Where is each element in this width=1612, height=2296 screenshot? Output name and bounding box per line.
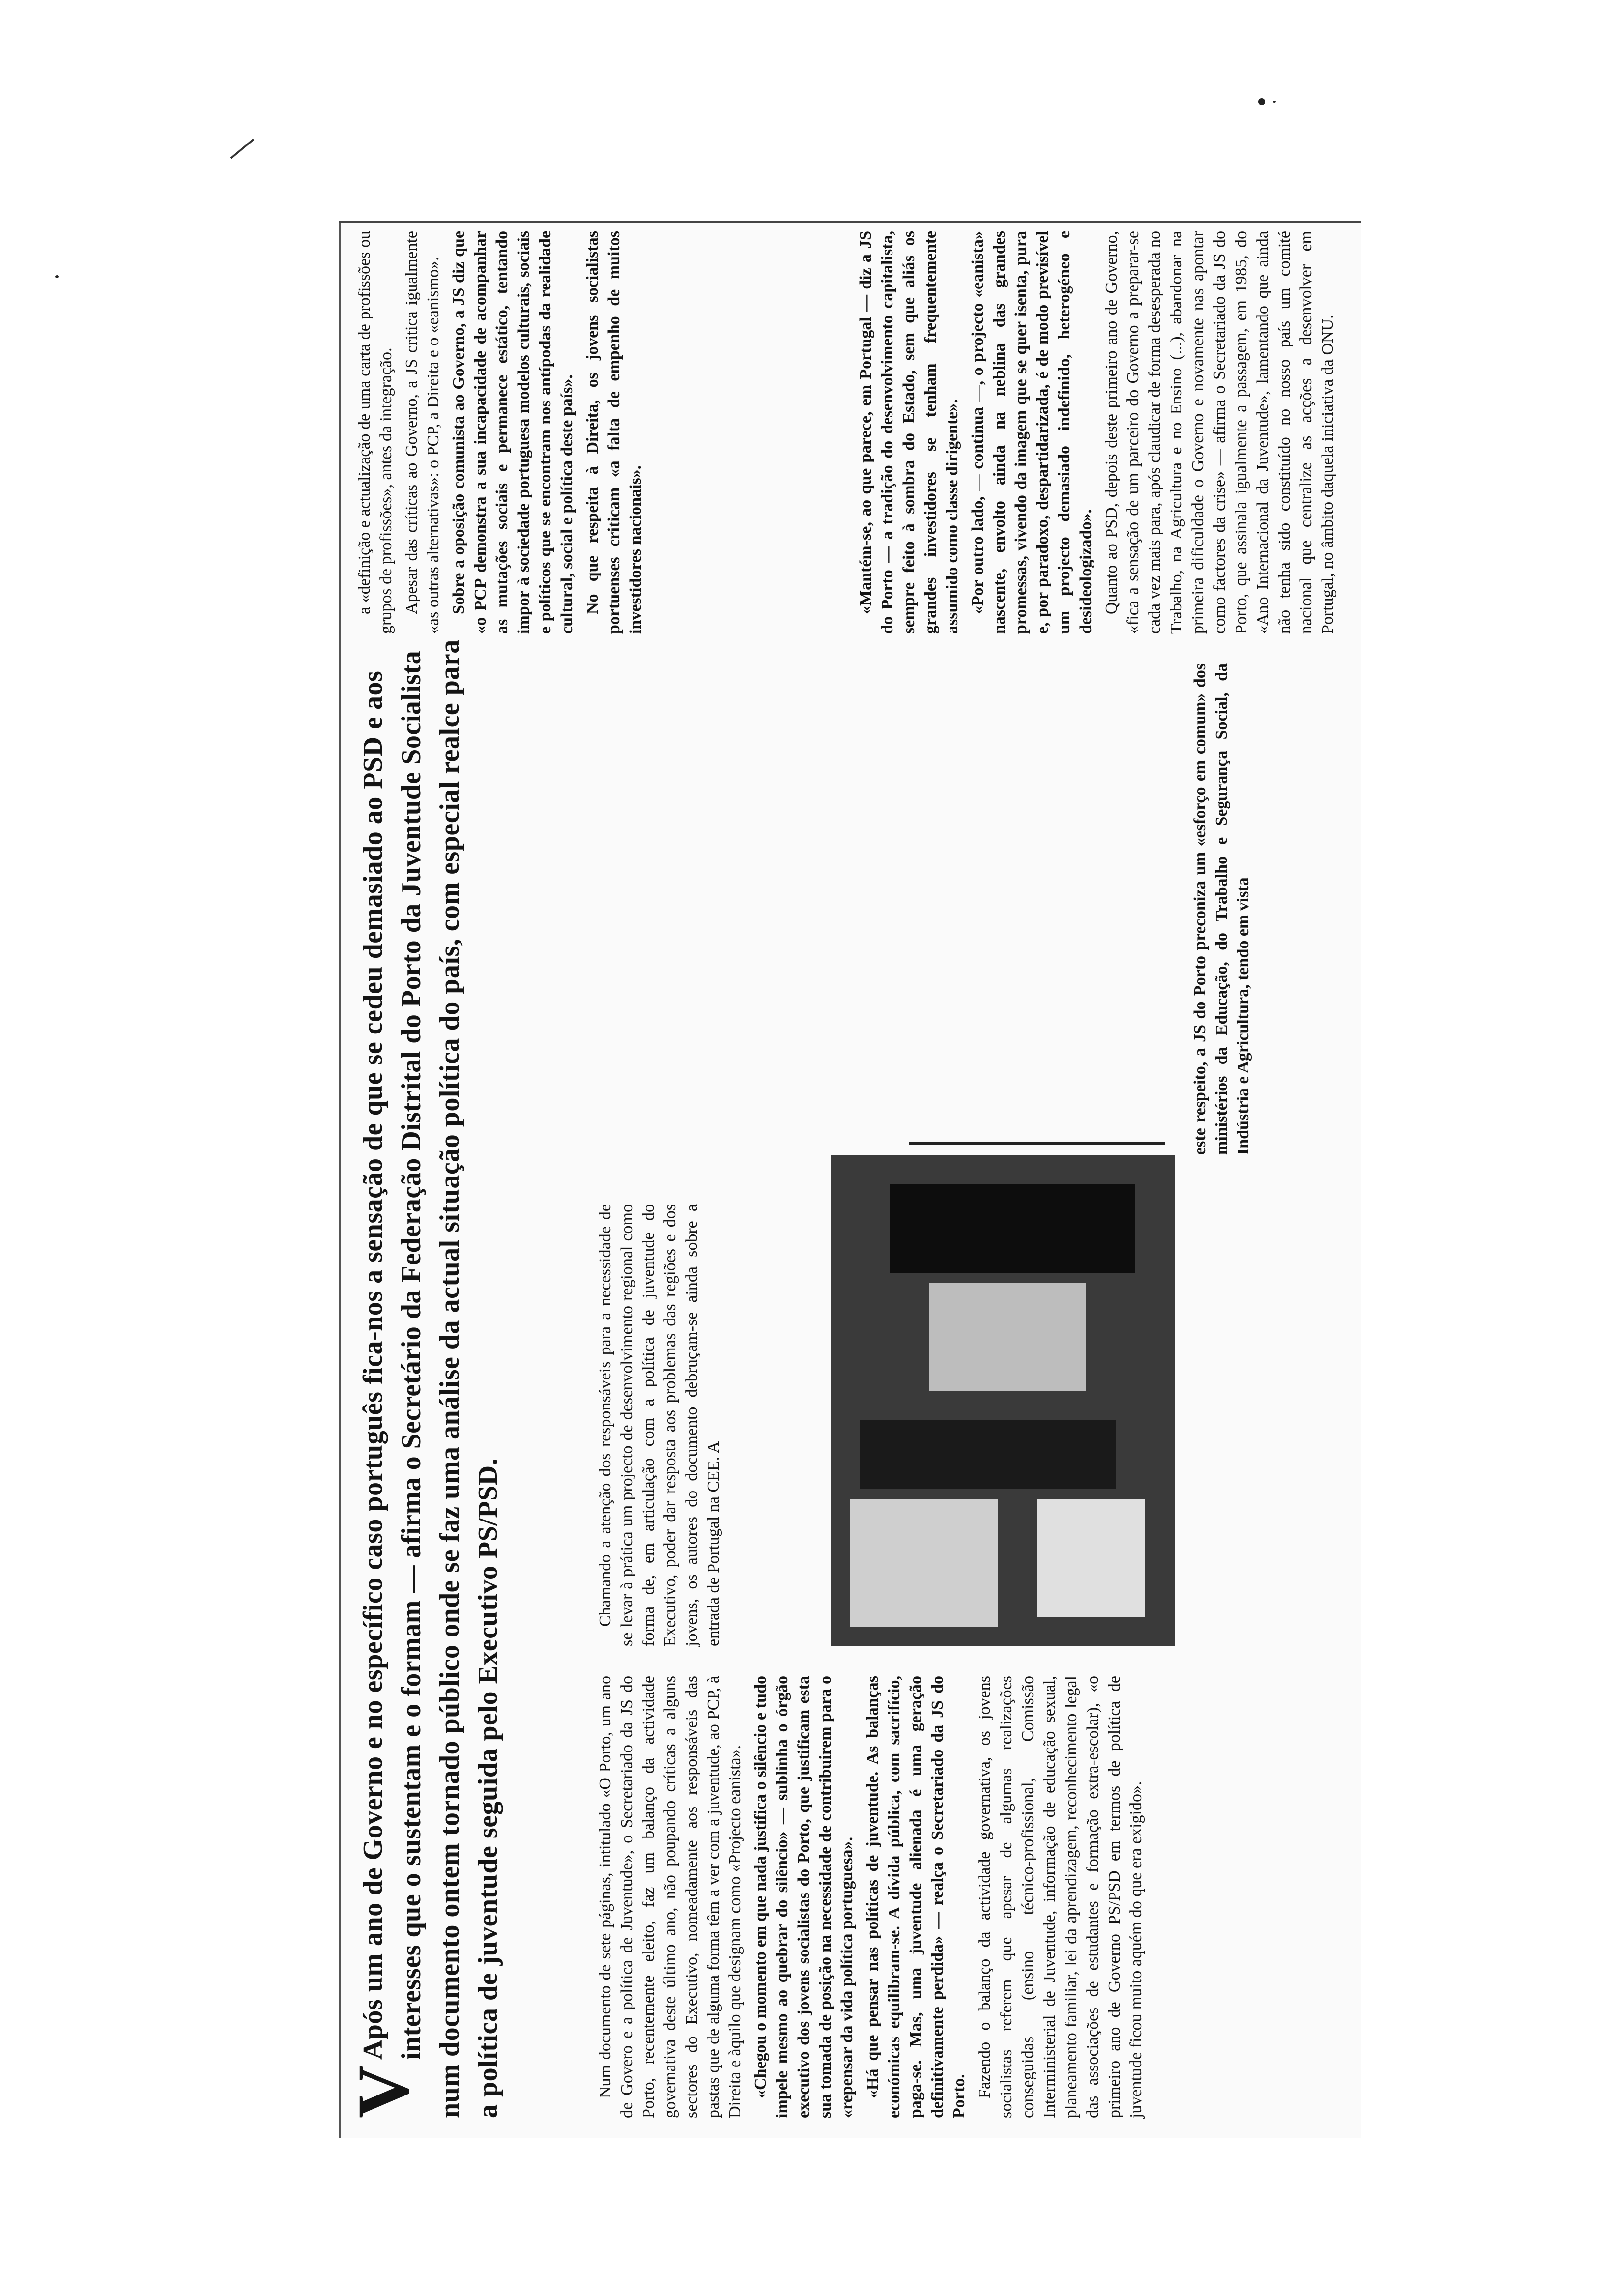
article-headline <box>343 634 507 2118</box>
paragraph: «Chegou o momento em que nada justifica o silêncio e tudo impele mesmo ao quebrar do silêncio» — sublinha o órgão executivo dos jovens socialistas do Porto, que justificam esta sua tomada de posição na necessidade de contribuirem para o «repensar da vida política portuguesa». <box>751 1676 856 2118</box>
paragraph: Sobre a oposição comunista ao Governo, a JS diz que «o PCP demonstra a sua incapacidade de acompanhar as mutações sociais e permanece estático, tentando impor à sociedade portuguesa modelos culturais, sociais e políticos que se encontram nos antípodas da realidade cultural, social e política deste país». <box>450 231 576 634</box>
headline-prefix: Após um <box>358 1946 388 2060</box>
photo-bracket <box>909 1142 1165 1145</box>
paragraph: Apesar das críticas ao Governo, a JS critica igualmente «as outras alternativas»: o PCP, a Direita e o «eanismo». <box>403 231 442 634</box>
paragraph: «Mantém-se, ao que parece, em Portugal — diz a JS do Porto — a tradição do desenvolvimento capitalista, sempre feito à sombra do Estado, sem que aliás os grandes investidores se tenham frequentemente assumido como classe dirigente». <box>857 231 961 634</box>
paragraph: Num documento de sete páginas, intitulado «O Porto, um ano de Govero e a política de Juventude», o Secretariado da JS do Porto, recentemente eleito, faz um balanço da actividade governativa deste último ano, não poupando críticas a alguns sectores do Executivo, nomeadamente aos responsáveis das pastas que de alguma forma têm a ver com a juventude, ao PCP, à Direita e àquilo que designam como «Projecto eanista». <box>596 1676 744 2118</box>
paragraph: «Há que pensar nas políticas de juventude. As balanças económicas equilibram-se. A dívida pública, com sacrifício, paga-se. Mas, uma juventude alienada é uma geração definitivamente perdida» — realça o Secretariado da JS do Porto. <box>864 1676 968 2118</box>
article-photo <box>831 1155 1175 1646</box>
paragraph: Fazendo o balanço da actividade governativa, os jovens socialistas referem que apesar de algumas realizações conseguidas (ensino técnico-profissional, Comissão Interministerial de Juventude, informação de educação sexual, planeamento familiar, lei da aprendizagem, reconhecimento legal das associações de estudantes e formação extra-escolar), «o primeiro ano de Governo PS/PSD em termos de política de juventude ficou muito aquém do que era exigido». <box>976 1676 1145 2118</box>
article-column-1 <box>595 1676 1151 2118</box>
article-column-4 <box>855 231 1343 634</box>
paragraph: a «definição e actualização de uma carta de profissões ou grupos de profissões», antes da integração. <box>355 231 395 634</box>
ink-speck <box>1273 101 1276 103</box>
paragraph: Chamando a atenção dos responsáveis para a necessidade de se levar à prática um projecto de desenvolvimento regional como forma de, em articulação com a política de juventude do Executivo, poder dar resposta aos problemas das regiões e dos jovens, os autores do documento debruçam-se ainda sobre a entrada de Portugal na CEE. A <box>596 1204 722 1646</box>
clipping-rotated <box>339 221 1361 2138</box>
pen-mark <box>230 139 255 159</box>
photo-caption: este respeito, a JS do Porto preconiza um «esforço em comum» dos ministérios da Educação, do Trabalho e Segurança Social, da Indústria e Agricultura, tendo em vista <box>1191 663 1252 1155</box>
paragraph: Quanto ao PSD, depois deste primeiro ano de Governo, «fica a sensação de um parceiro do Governo a preparar-se cada vez mais para, após claudicar de forma desesperada no Trabalho, na Agricultura e no Ensino (...), abandonar na primeira dificuldade o Governo e novamente nas apontar como factores da crise» — afirma o Secretariado da JS do Porto, que assinala igualmente a passagem, em 1985, do «Ano Internacional da Juventude», lamentando que ainda não tenha sido constituído no nosso país um comité nacional que centralize as acções a desenvolver em Portugal, no âmbito daquela iniciativa da ONU. <box>1102 231 1337 634</box>
newspaper-clipping <box>339 211 1361 2138</box>
headline-text: ano de Governo e no específico caso português fica-nos a sensação de que se cedeu demasiado ao PSD e aos interesses que o sustentam e o formam — afirma o Secretário da Federação Distrital do Porto da Juventude Socialista num documento ontem tornado público onde se faz uma análise da actual situação política do país, com especial realce para a política de juventude seguida pelo Executivo PS/PSD. <box>358 639 503 2118</box>
drop-cap: V <box>343 2065 424 2118</box>
article-column-2 <box>595 1204 728 1646</box>
paragraph: «Por outro lado, — continua —, o projecto «eanista» nascente, envolto ainda na neblina das grandes promessas, vivendo da imagem que se quer isenta, pura e, por paradoxo, despartidarizada, é de modo previsível um projecto demasiado indefinido, heterogéneo e desideologizado». <box>969 231 1095 634</box>
article-column-3 <box>354 231 651 634</box>
clipping-edge <box>339 221 1361 223</box>
ink-speck <box>1258 98 1265 105</box>
ink-speck <box>55 275 59 278</box>
clipping-edge <box>339 221 341 2138</box>
paragraph: No que respeita à Direita, os jovens socialistas portuenses criticam «a falta de empenho de muitos investidores nacionais». <box>583 231 645 634</box>
